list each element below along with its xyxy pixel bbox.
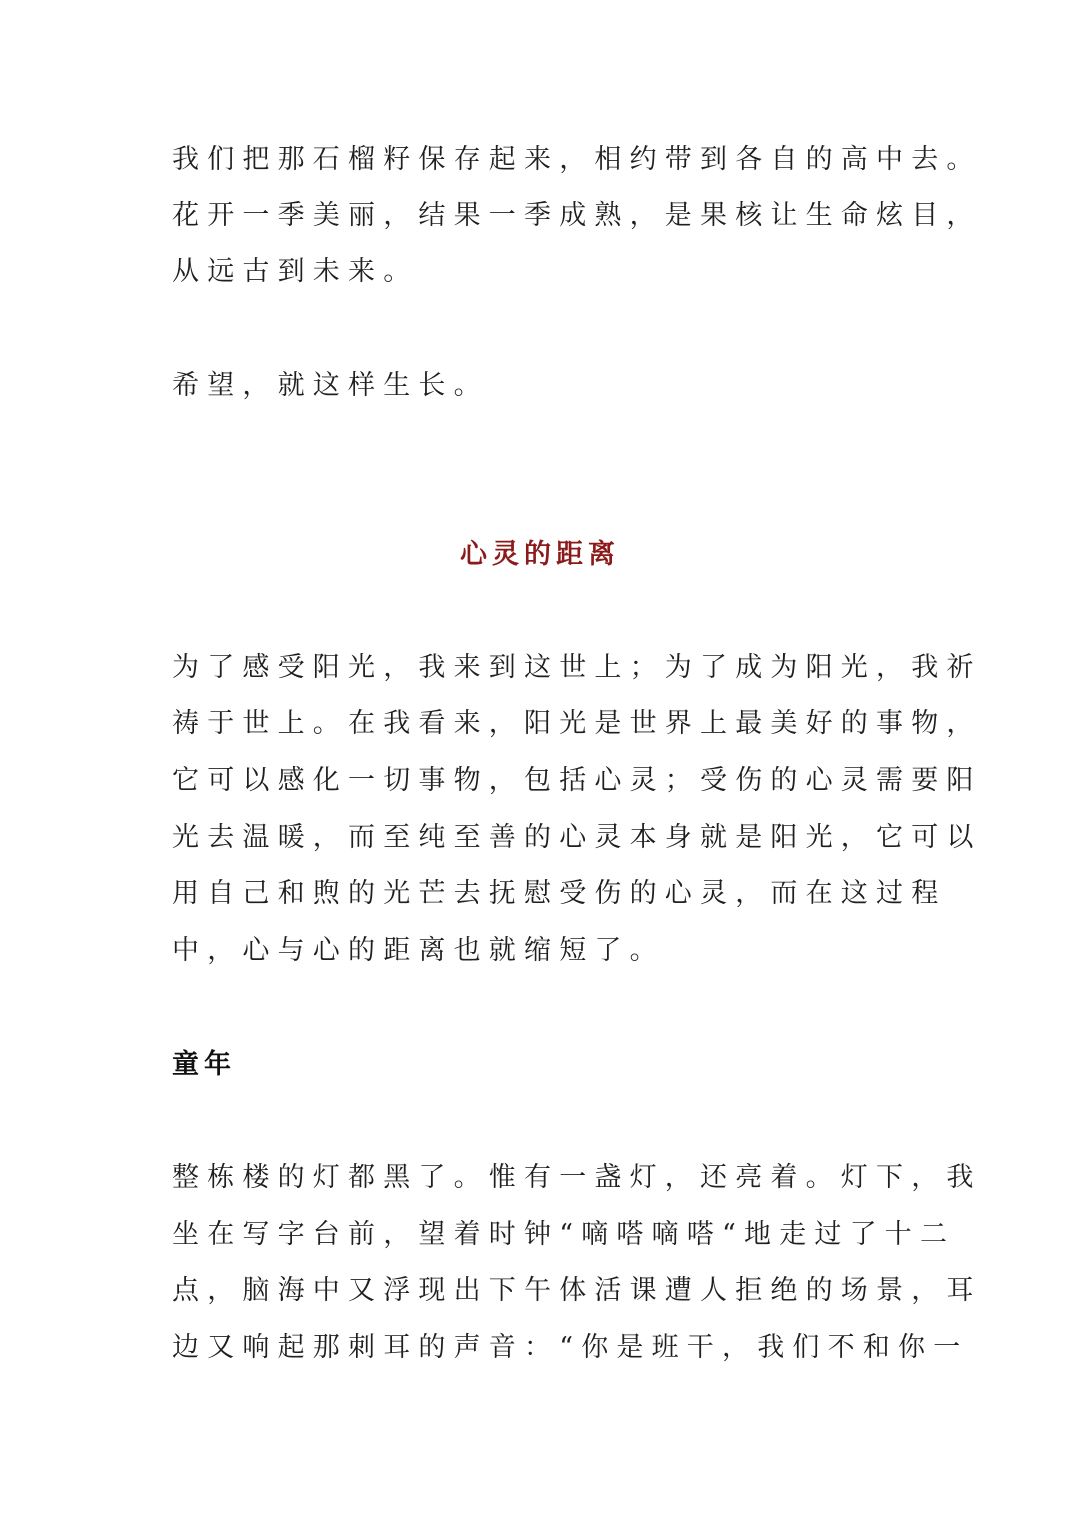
paragraph-line: 点，脑海中又浮现出下午体活课遭人拒绝的场景，耳: [172, 1275, 982, 1306]
paragraph-line: 坐在写字台前，望着时钟“嘀嗒嘀嗒“地走过了十二: [172, 1219, 956, 1250]
essay-title: 心灵的距离: [460, 539, 620, 570]
paragraph-line: 中，心与心的距离也就缩短了。: [172, 935, 665, 966]
section-subheading: 童年: [172, 1049, 236, 1080]
hope-line: 希望，就这样生长。: [172, 370, 489, 401]
paragraph-line: 整栋楼的灯都黑了。惟有一盏灯，还亮着。灯下，我: [172, 1162, 982, 1193]
paragraph-line: 边又响起那刺耳的声音：“你是班干，我们不和你一: [172, 1332, 969, 1363]
paragraph-line: 光去温暖，而至纯至善的心灵本身就是阳光，它可以: [172, 822, 982, 853]
paragraph-line: 祷于世上。在我看来，阳光是世界上最美好的事物，: [172, 708, 982, 739]
paragraph-line: 从远古到未来。: [172, 256, 419, 287]
paragraph-line: 用自己和煦的光芒去抚慰受伤的心灵，而在这过程: [172, 878, 947, 909]
paragraph-line: 它可以感化一切事物，包括心灵；受伤的心灵需要阳: [172, 765, 982, 796]
paragraph-line: 花开一季美丽，结果一季成熟，是果核让生命炫目，: [172, 200, 982, 231]
paragraph-line: 我们把那石榴籽保存起来，相约带到各自的高中去。: [172, 144, 982, 175]
paragraph-line: 为了感受阳光，我来到这世上；为了成为阳光，我祈: [172, 652, 982, 683]
